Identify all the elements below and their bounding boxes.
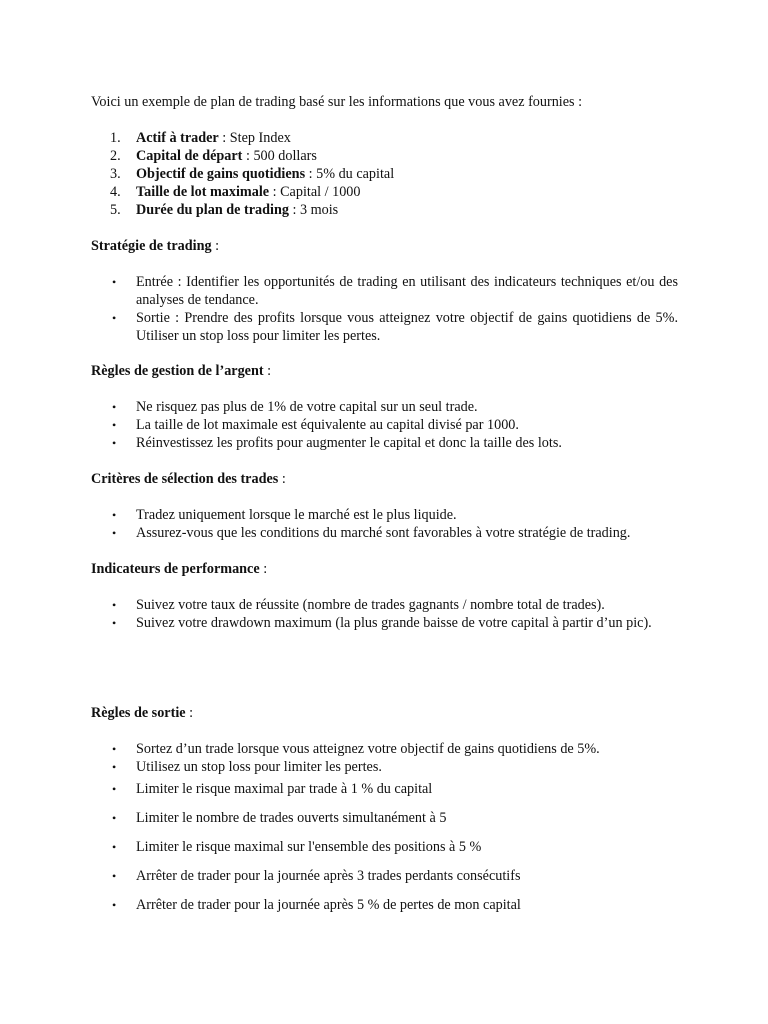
item-number: 2. (110, 148, 121, 164)
list-item: • Ne risquez pas plus de 1% de votre capital sur un seul trade. (112, 399, 478, 415)
section-heading-strategie: Stratégie de trading : (91, 238, 220, 254)
bullet-icon: • (112, 598, 117, 612)
list-item: • Entrée : Identifier les opportunités de trading en utilisant des indicateurs techniques et/ou des analyses de tendance. (112, 274, 678, 308)
item-key: Taille de lot maximale (136, 184, 270, 200)
item-value: : 5% du capital (305, 166, 395, 182)
sortie-extra-list (112, 780, 678, 925)
list-item (110, 201, 394, 219)
bullet-icon: • (112, 760, 117, 774)
item-number: 1. (110, 130, 121, 146)
bullet-icon: • (112, 811, 117, 825)
list-item: • Limiter le nombre de trades ouverts simultanément à 5 (112, 810, 447, 826)
list-item (110, 183, 394, 201)
bullet-icon: • (112, 898, 117, 912)
item-key: Objectif de gains quotidiens (136, 166, 306, 182)
list-item (110, 165, 394, 183)
section-heading-criteres: Critères de sélection des trades : (91, 471, 286, 487)
bullet-icon: • (112, 869, 117, 883)
list-item: • Limiter le risque maximal par trade à 1 % du capital (112, 781, 433, 797)
list-item: • Sortez d’un trade lorsque vous atteignez votre objectif de gains quotidiens de 5%. (112, 741, 600, 757)
criteres-list (112, 506, 678, 542)
item-value: : Step Index (218, 130, 291, 146)
item-key: Capital de départ (136, 148, 243, 164)
list-item: • Arrêter de trader pour la journée après 5 % de pertes de mon capital (112, 897, 521, 913)
argent-list (112, 398, 678, 452)
section-heading-indicateurs: Indicateurs de performance : (91, 561, 268, 577)
bullet-icon: • (112, 418, 117, 432)
bullet-icon: • (112, 742, 117, 756)
item-number: 4. (110, 184, 121, 200)
bullet-icon: • (112, 526, 117, 540)
list-item: • Arrêter de trader pour la journée après 3 trades perdants consécutifs (112, 868, 521, 884)
item-number: 5. (110, 202, 121, 218)
sortie-list (112, 740, 678, 776)
list-item: • Suivez votre taux de réussite (nombre de trades gagnants / nombre total de trades). (112, 597, 605, 613)
bullet-icon: • (112, 508, 117, 522)
bullet-icon: • (112, 840, 117, 854)
item-value: : 500 dollars (242, 148, 317, 164)
strategie-list (112, 273, 678, 345)
item-key: Actif à trader (136, 130, 219, 146)
bullet-icon: • (112, 436, 117, 450)
section-heading-sortie: Règles de sortie : (91, 705, 194, 721)
list-item (110, 147, 394, 165)
list-item: • Réinvestissez les profits pour augmenter le capital et donc la taille des lots. (112, 435, 562, 451)
list-item (110, 129, 394, 147)
summary-list (110, 129, 394, 219)
intro-text: Voici un exemple de plan de trading basé sur les informations que vous avez fournies : (91, 94, 583, 110)
item-value: : Capital / 1000 (269, 184, 361, 200)
list-item: • Suivez votre drawdown maximum (la plus grande baisse de votre capital à partir d’un pic). (112, 615, 652, 631)
list-item: • Limiter le risque maximal sur l'ensemble des positions à 5 % (112, 839, 482, 855)
list-item: • Tradez uniquement lorsque le marché est le plus liquide. (112, 507, 457, 523)
bullet-icon: • (112, 616, 117, 630)
item-number: 3. (110, 166, 121, 182)
item-value: : 3 mois (288, 202, 339, 218)
item-key: Durée du plan de trading (136, 202, 289, 218)
bullet-icon: • (112, 782, 117, 796)
bullet-icon: • (112, 400, 117, 414)
list-item: • Sortie : Prendre des profits lorsque vous atteignez votre objectif de gains quotidiens de 5%. Utiliser un stop loss pour limiter les pertes. (112, 310, 678, 344)
bullet-icon: • (112, 275, 117, 289)
section-heading-argent: Règles de gestion de l’argent : (91, 363, 272, 379)
list-item: • Assurez-vous que les conditions du marché sont favorables à votre stratégie de trading. (112, 525, 631, 541)
bullet-icon: • (112, 311, 117, 325)
indicateurs-list (112, 596, 678, 632)
list-item: • La taille de lot maximale est équivalente au capital divisé par 1000. (112, 417, 519, 433)
list-item: • Utilisez un stop loss pour limiter les pertes. (112, 759, 382, 775)
